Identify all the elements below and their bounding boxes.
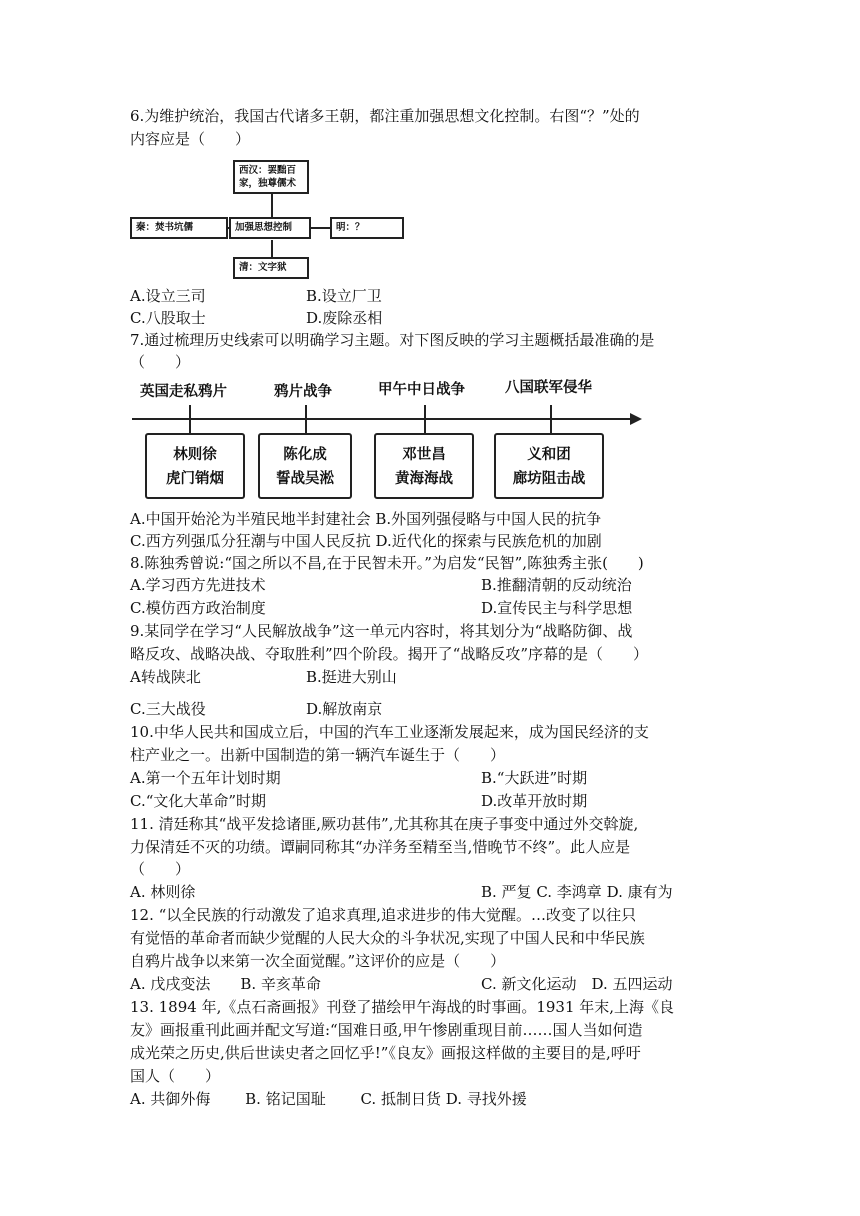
- q13-stem-line4: 国人（ ）: [130, 1067, 221, 1085]
- q11-stem-line3: （ ）: [130, 860, 191, 878]
- q8-option-b: B.推翻清朝的反动统治: [481, 576, 632, 594]
- q10-stem-line2: 柱产业之一。出新中国制造的第一辆汽车诞生于（ ）: [130, 746, 506, 764]
- diagram-box-left: 秦：焚书坑儒: [130, 217, 228, 239]
- q8-stem: 8.陈独秀曾说:“国之所以不昌,在于民智未开。”为启发“民智”,陈独秀主张( ): [130, 554, 644, 572]
- q9-stem-line1: 9.某同学在学习“人民解放战争”这一单元内容时，将其划分为“战略防御、战: [130, 622, 633, 640]
- q12-stem-line3: 自鸦片战争以来第一次全面觉醒。”这评价的应是（ ）: [130, 952, 506, 970]
- q6-stem-line2: 内容应是（ ）: [130, 130, 251, 148]
- q10-option-b: B.“大跃进”时期: [481, 769, 588, 787]
- q12-stem-line2: 有觉悟的革命者而缺少觉醒的人民大众的斗争状况,实现了中国人民和中华民族: [130, 929, 645, 947]
- diagram-box-bottom: 清：文字狱: [233, 257, 309, 279]
- q9-option-d: D.解放南京: [306, 700, 383, 718]
- q11-options-bcd: B. 严复 C. 李鸿章 D. 康有为: [481, 883, 673, 901]
- q8-option-d: D.宣传民主与科学思想: [481, 599, 633, 617]
- q11-option-a: A. 林则徐: [130, 883, 196, 901]
- diagram-box-center: 加强思想控制: [229, 217, 311, 239]
- timeline-box-1-line2: 虎门销烟: [166, 470, 224, 487]
- timeline-box-2-line2: 誓战吴淞: [276, 470, 334, 487]
- q9-option-b: B.挺进大别山: [306, 668, 397, 686]
- timeline-box-1-line1: 林则徐: [173, 446, 217, 463]
- q8-option-c: C.模仿西方政治制度: [130, 599, 266, 617]
- timeline-box-4: [494, 433, 604, 499]
- q6-stem-line1: 6.为维护统治，我国古代诸多王朝，都注重加强思想文化控制。右图“？”处的: [130, 107, 640, 125]
- q11-stem-line1: 11. 清廷称其“战平发捻诸匪,厥功甚伟”,尤其称其在庚子事变中通过外交斡旋,: [130, 815, 639, 833]
- timeline-box-2: [258, 433, 352, 499]
- timeline-box-1: [145, 433, 245, 499]
- diagram-box-right: 明：？: [330, 217, 404, 239]
- timeline-box-4-line2: 廊坊阻击战: [512, 470, 586, 487]
- timeline-head-1: 英国走私鸦片: [140, 383, 227, 400]
- q6-option-d: D.废除丞相: [306, 309, 383, 327]
- q7-options-ab: A.中国开始沦为半殖民地半封建社会 B.外国列强侵略与中国人民的抗争: [130, 510, 602, 528]
- timeline-box-2-line1: 陈化成: [283, 446, 327, 463]
- q13-stem-line3: 成光荣之历史,供后世读史者之回忆乎!”《良友》画报这样做的主要目的是,呼吁: [130, 1044, 641, 1062]
- q11-stem-line2: 力保清廷不灭的功绩。谭嗣同称其“办洋务至精至当,惜晚节不终”。此人应是: [130, 838, 631, 856]
- q7-stem-line2: （ ）: [130, 353, 191, 371]
- timeline-axis: [132, 418, 632, 420]
- q9-option-c: C.三大战役: [130, 700, 206, 718]
- q10-option-c: C.“文化大革命”时期: [130, 792, 267, 810]
- timeline-box-3-line2: 黄海海战: [395, 470, 453, 487]
- q13-stem-line2: 友》画报重刊此画并配文写道:“国难日亟,甲午惨剧重现目前……国人当如何造: [130, 1021, 643, 1039]
- q9-option-a: A转战陕北: [130, 668, 201, 686]
- timeline-box-4-line1: 义和团: [527, 446, 571, 463]
- q7-options-cd: C.西方列强瓜分狂潮与中国人民反抗 D.近代化的探索与民族危机的加剧: [130, 532, 602, 550]
- q10-option-d: D.改革开放时期: [481, 792, 588, 810]
- q10-stem-line1: 10.中华人民共和国成立后，中国的汽车工业逐渐发展起来，成为国民经济的支: [130, 723, 649, 741]
- diagram-box-top: 西汉：罢黜百家，独尊儒术: [233, 160, 309, 194]
- arrow-icon: [630, 413, 642, 425]
- timeline-head-3: 甲午中日战争: [378, 381, 465, 398]
- q13-stem-line1: 13. 1894 年,《点石斋画报》刊登了描绘甲午海战的时事画。1931 年末,上海《良: [130, 998, 675, 1016]
- q8-option-a: A.学习西方先进技术: [130, 576, 266, 594]
- q10-option-a: A.第一个五年计划时期: [130, 769, 281, 787]
- timeline-box-3-line1: 邓世昌: [402, 446, 446, 463]
- q12-stem-line1: 12. “以全民族的行动激发了追求真理,追求进步的伟大觉醒。…改变了以往只: [130, 906, 637, 924]
- q6-option-b: B.设立厂卫: [306, 287, 382, 305]
- timeline-head-2: 鸦片战争: [274, 383, 332, 400]
- q6-option-c: C.八股取士: [130, 309, 206, 327]
- q7-stem-line1: 7.通过梳理历史线索可以明确学习主题。对下图反映的学习主题概括最准确的是: [130, 331, 655, 349]
- q13-options: A. 共御外侮 B. 铭记国耻 C. 抵制日货 D. 寻找外援: [130, 1090, 527, 1108]
- q9-stem-line2: 略反攻、战略决战、夺取胜利”四个阶段。揭开了“战略反攻”序幕的是（ ）: [130, 645, 649, 663]
- q12-options-ab: A. 戊戌变法 B. 辛亥革命: [130, 975, 321, 993]
- timeline-box-3: [374, 433, 474, 499]
- q6-option-a: A.设立三司: [130, 287, 206, 305]
- timeline-head-4: 八国联军侵华: [505, 379, 592, 396]
- q12-options-cd: C. 新文化运动 D. 五四运动: [481, 975, 673, 993]
